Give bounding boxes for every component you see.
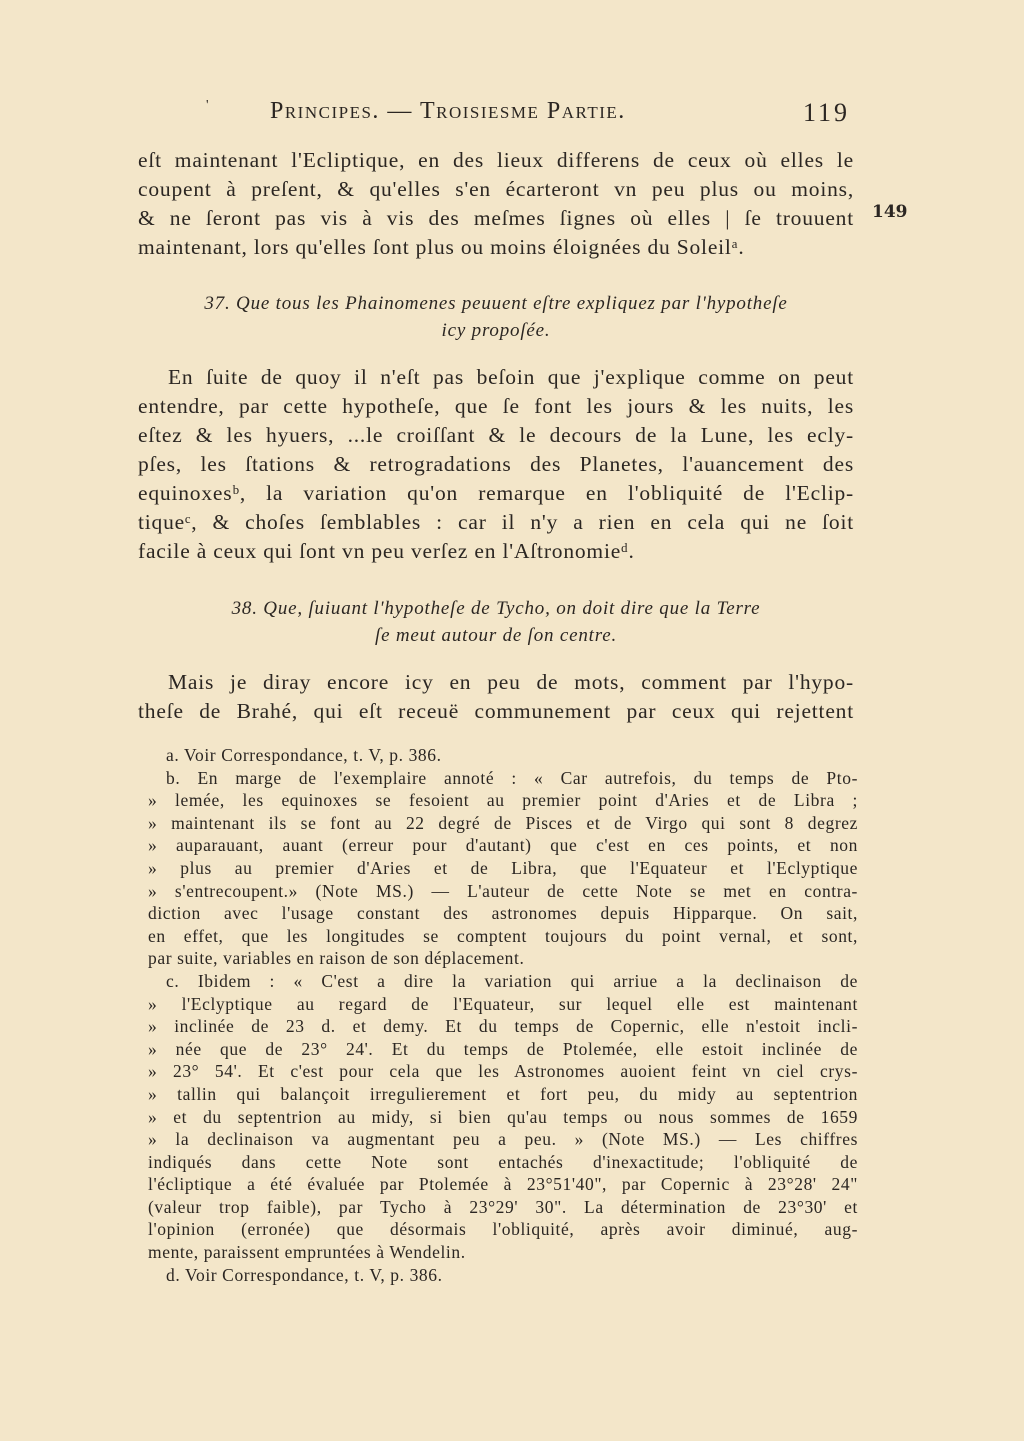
text-line: entendre, par cette hypotheſe, que ſe font les jours & les nuits, les <box>138 394 854 418</box>
text-line: En ſuite de quoy il n'eſt pas beſoin que j'explique comme on peut <box>168 365 854 389</box>
footnote-line: (valeur trop faible), par Tycho à 23°29' 30". La détermination de 23°30' et <box>148 1196 858 1217</box>
footnote-line: » plus au premier d'Aries et de Libra, que l'Equateur et l'Eclyptique <box>148 857 858 878</box>
footnotes <box>148 744 858 1286</box>
footnote-line: l'écliptique a été évaluée par Ptolemée à 23°51'40", par Copernic à 23°28' 24" <box>148 1174 858 1195</box>
running-head-mark: ' <box>206 98 211 113</box>
footnote-line: » tallin qui balançoit irregulierement et fort peu, du midy au septentrion <box>148 1083 858 1104</box>
footnote-c: c. Ibidem : « C'est a dire la variation qui arriue a la declinaison de <box>166 970 858 991</box>
text-line: facile à ceux qui ſont vn peu verſez en l'Aſtronomieᵈ. <box>138 539 635 563</box>
footnote-line: indiqués dans cette Note sont entachés d'inexactitude; l'obliquité de <box>148 1151 858 1172</box>
running-head-title: Principes. — Troisiesme Partie. <box>270 98 626 124</box>
footnote-line: mente, paraissent empruntées à Wendelin. <box>148 1242 466 1263</box>
text-line: tiqueᶜ, & choſes ſemblables : car il n'y a rien en cela qui ne ſoit <box>138 510 854 534</box>
heading-line: ſe meut autour de ſon centre. <box>375 625 617 646</box>
footnote-line: par suite, variables en raison de son déplacement. <box>148 948 525 969</box>
page-number: 119 <box>802 98 850 127</box>
section-heading-37 <box>138 290 854 344</box>
heading-line: icy propoſée. <box>441 320 551 341</box>
footnote-d: d. Voir Correspondance, t. V, p. 386. <box>166 1264 443 1285</box>
footnote-b: b. En marge de l'exemplaire annoté : « Car autrefois, du temps de Pto- <box>166 767 858 788</box>
text-line: maintenant, lors qu'elles ſont plus ou moins éloignées du Soleilᵃ. <box>138 235 745 259</box>
heading-line: 38. Que, ſuiuant l'hypotheſe de Tycho, on doit dire que la Terre <box>231 598 761 619</box>
footnote-line: l'opinion (erronée) que désormais l'obliquité, après avoir diminué, aug- <box>148 1219 858 1240</box>
section-heading-38 <box>138 595 854 649</box>
footnote-line: » l'Eclyptique au regard de l'Equateur, sur lequel elle est maintenant <box>148 993 858 1014</box>
footnote-line: » lemée, les equinoxes se fesoient au premier point d'Aries et de Libra ; <box>148 790 858 811</box>
footnote-line: » née que de 23° 24'. Et du temps de Ptolemée, elle estoit inclinée de <box>148 1038 858 1059</box>
footnote-line: diction avec l'usage constant des astronomes depuis Hipparque. On sait, <box>148 903 858 924</box>
running-head <box>140 98 860 134</box>
text-line: Mais je diray encore icy en peu de mots, comment par l'hypo- <box>168 670 854 694</box>
paragraph-37 <box>138 363 854 566</box>
text-line: theſe de Brahé, qui eſt receuë communement par ceux qui rejettent <box>138 699 854 723</box>
paragraph-38 <box>138 668 854 726</box>
footnote-line: » la declinaison va augmentant peu a peu. » (Note MS.) — Les chiffres <box>148 1129 858 1150</box>
footnote-line: en effet, que les longitudes se comptent toujours du point vernal, et sont, <box>148 925 858 946</box>
footnote-a: a. Voir Correspondance, t. V, p. 386. <box>166 745 442 765</box>
margin-page-reference: 149 <box>872 202 908 222</box>
text-line: eſtez & les hyuers, ...le croiſſant & le decours de la Lune, les ecly- <box>138 423 854 447</box>
footnote-line: » 23° 54'. Et c'est pour cela que les Astronomes auoient feint vn ciel crys- <box>148 1061 858 1082</box>
paragraph-continuation <box>138 146 854 262</box>
text-line: coupent à preſent, & qu'elles s'en écarteront vn peu plus ou moins, <box>138 177 854 201</box>
footnote-line: » auparauant, auant (erreur pour d'autant) que c'est en ces points, et non <box>148 835 858 856</box>
footnote-line: » inclinée de 23 d. et demy. Et du temps de Copernic, elle n'estoit incli- <box>148 1016 858 1037</box>
heading-line: 37. Que tous les Phainomenes peuuent eſtre expliquez par l'hypotheſe <box>204 293 788 314</box>
footnote-line: » s'entrecoupent.» (Note MS.) — L'auteur de cette Note se met en contra- <box>148 880 858 901</box>
text-line: pſes, les ſtations & retrogradations des Planetes, l'auancement des <box>138 452 854 476</box>
footnote-line: » et du septentrion au midy, si bien qu'au temps ou nous sommes de 1659 <box>148 1106 858 1127</box>
text-line: eſt maintenant l'Ecliptique, en des lieux differens de ceux où elles le <box>138 148 854 172</box>
text-line: & ne ſeront pas vis à vis des meſmes ſignes où elles | ſe trouuent <box>138 206 854 230</box>
footnote-line: » maintenant ils se font au 22 degré de Pisces et de Virgo qui sont 8 degrez <box>148 812 858 833</box>
text-line: equinoxesᵇ, la variation qu'on remarque en l'obliquité de l'Eclip- <box>138 481 854 505</box>
